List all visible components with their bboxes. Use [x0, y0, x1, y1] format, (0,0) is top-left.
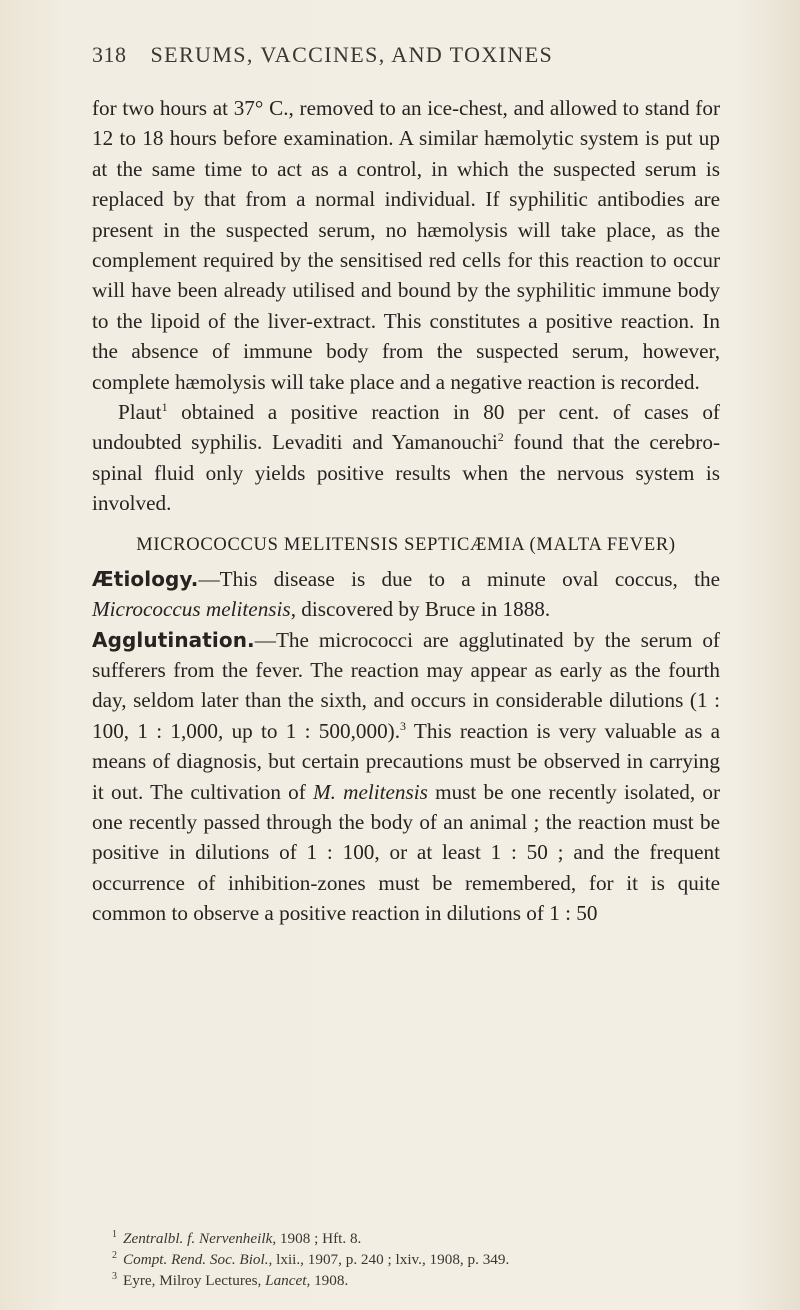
running-title: SERUMS, VACCINES, AND TOXINES [150, 42, 554, 67]
paragraph-agglutination [92, 625, 720, 929]
page-header [92, 42, 732, 68]
run-in-heading-aetiology: Ætiology. [92, 566, 199, 591]
footnote-text: 1908. [310, 1272, 349, 1289]
footnote-source: Zentralbl. f. Nervenheilk, [123, 1230, 277, 1247]
footnote-mark: 2 [112, 1249, 117, 1261]
footnote-2 [112, 1249, 732, 1270]
footnote-ref-2: 2 [497, 430, 504, 445]
footnote-text: Eyre, Milroy Lectures, [123, 1272, 266, 1289]
footnote-1 [112, 1228, 732, 1249]
footnote-mark: 3 [112, 1270, 117, 1282]
organism-name: M. melitensis [313, 779, 428, 804]
footnote-3 [112, 1270, 732, 1291]
paragraph-text: —The micrococci are agglutinated by the serum of sufferers from the fever. The reaction may appear as early as the fourth day, seldom later than the sixth, and occurs in considerable dilutions (1 : 100, 1 : 1,000, up to 1 : 500,000). [92, 627, 720, 743]
paragraph-text: , discovered by Bruce in 1888. [290, 597, 551, 622]
run-in-heading-agglutination: Agglutination. [92, 627, 255, 652]
paragraph-text: found that the cerebro-spinal fluid only yields positive results when the nervous system is involved. [92, 430, 720, 516]
paragraph-text: This reaction is very valuable as a means of diagnosis, but certain precautions must be observed in carrying it out. The cultivation of [92, 718, 720, 804]
paragraph-text: must be one recently isolated, or one recently passed through the body of an animal ; the reaction must be positive in dilutions of 1 : 100, or at least 1 : 50 ; and the frequent occurrence of inhibition-zones must be remembered, for it is quite common to observe a positive reaction in dilutions of 1 : 50 [92, 779, 721, 926]
footnote-mark: 1 [112, 1228, 117, 1240]
footnote-source: Compt. Rend. Soc. Biol., [123, 1251, 273, 1268]
page-number: 318 [92, 42, 127, 67]
section-heading: MICROCOCCUS MELITENSIS SEPTICÆMIA (MALTA FEVER) [136, 534, 676, 555]
footnotes [112, 1228, 732, 1291]
paragraph-text: for two hours at 37° C., removed to an ice-chest, and allowed to stand for 12 to 18 hours before examination. A similar hæmolytic system is put up at the same time to act as a control, in which the suspected serum is replaced by that from a normal individual. If syphilitic antibodies are present in the suspected serum, no hæmolysis will take place, as the complement required by the sensitised red cells for this reaction to occur will have been already utilised and bound by the syphilitic immune body to the lipoid of the liver-extract. This constitutes a positive reaction. In the absence of immune body from the suspected serum, however, complete hæmolysis will take place and a negative reaction is recorded. [92, 96, 720, 394]
page-body [92, 93, 720, 929]
paragraph-wassermann-method [92, 93, 720, 397]
footnote-ref-1: 1 [161, 400, 168, 414]
paragraph-text: —This disease is due to a minute oval coccus, the [198, 566, 720, 591]
footnote-source: Lancet, [265, 1272, 311, 1289]
organism-name: Micrococcus melitensis [92, 597, 291, 622]
paragraph-plaut [92, 397, 720, 519]
author-plaut: Plaut [118, 400, 162, 425]
footnote-text: lxii., 1907, p. 240 ; lxiv., 1908, p. 349. [272, 1251, 510, 1268]
footnote-text: 1908 ; Hft. 8. [276, 1230, 362, 1247]
paragraph-text: obtained a positive reaction in 80 per cent. of cases of undoubted syphilis. Levaditi and Yamanouchi [92, 400, 720, 455]
paragraph-aetiology [92, 564, 720, 625]
footnote-ref-3: 3 [400, 718, 407, 733]
